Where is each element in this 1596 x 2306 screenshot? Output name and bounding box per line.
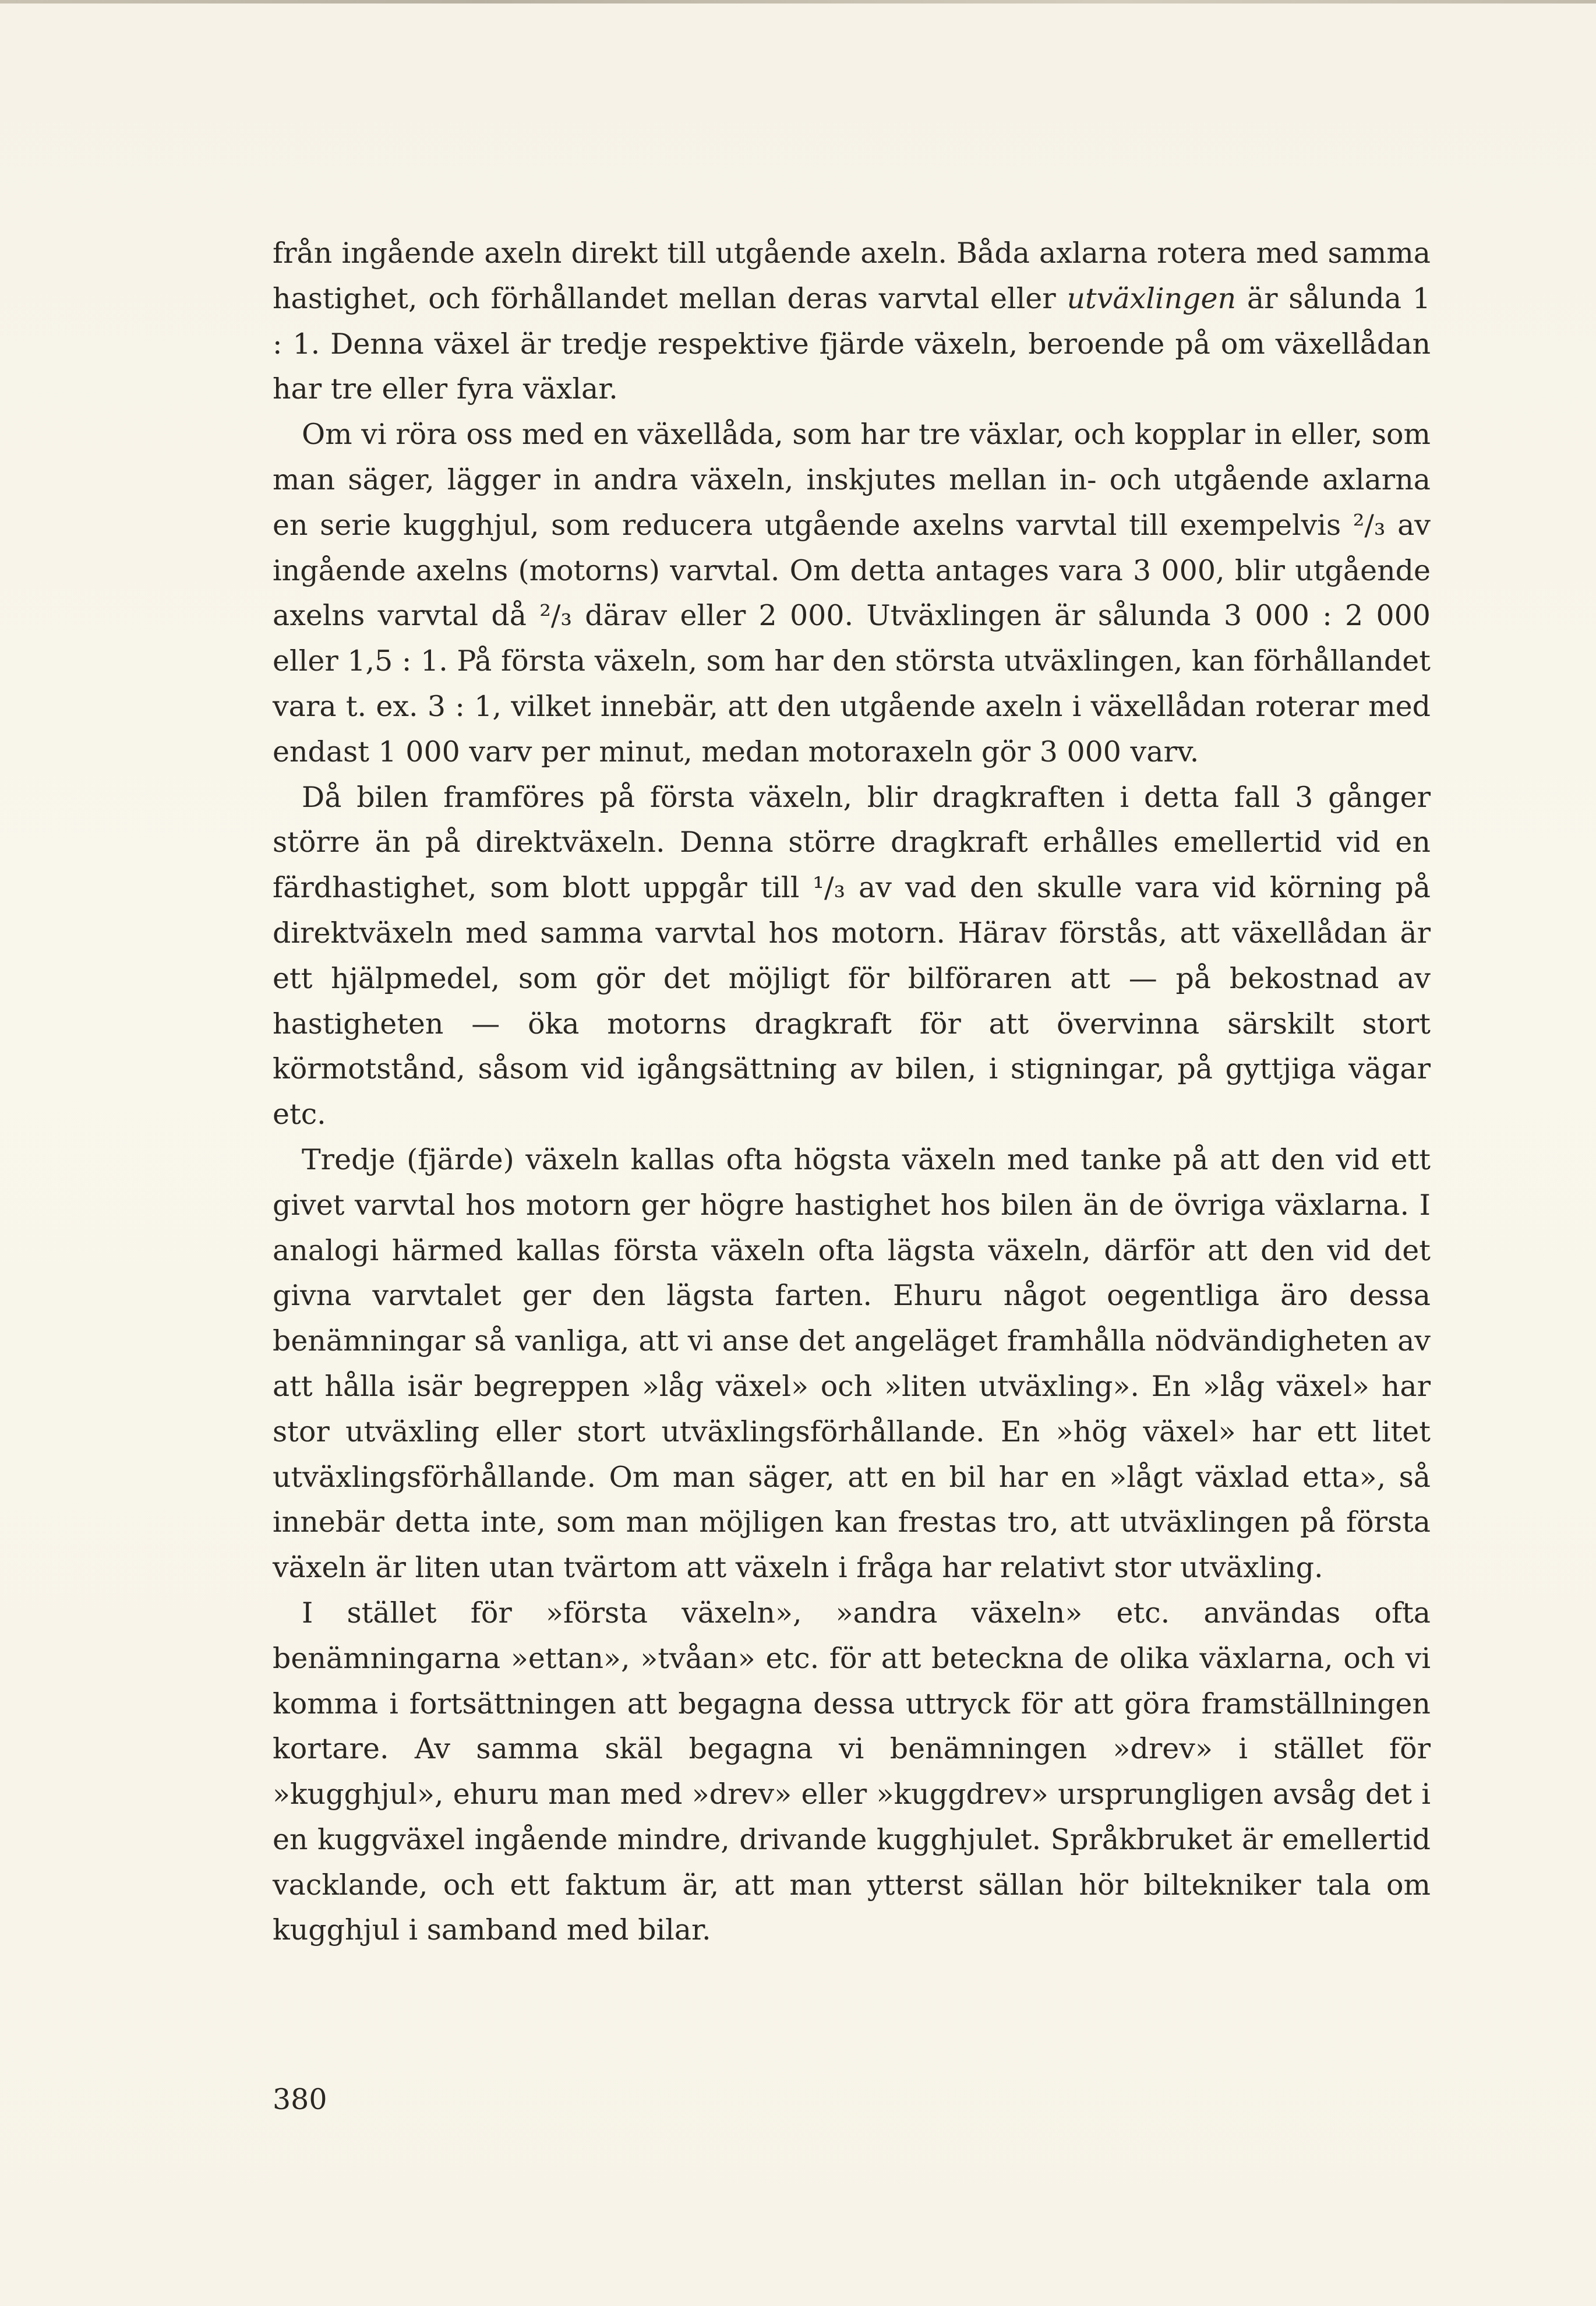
- paragraph-3: [273, 775, 1431, 1137]
- page-top-edge: [0, 0, 1596, 3]
- paragraph-4: [273, 1137, 1431, 1591]
- page-number: 380: [273, 2083, 327, 2116]
- paragraph-1: [273, 231, 1431, 412]
- paragraph-5-text: I stället för »första växeln», »andra växeln» etc. användas ofta benämningarna »ettan», »tvåan» etc. för att beteckna de olika växlarna, och vi komma i fortsättningen att begagna dessa uttryck för att göra framställningen kortare. Av samma skäl begagna vi benämningen »drev» i stället för »kugghjul», ehuru man med »drev» eller »kuggdrev» ursprungligen avsåg det i en kuggväxel ingående mindre, drivande kugghjulet. Språkbruket är emellertid vacklande, och ett faktum är, att man ytterst sällan hör biltekniker tala om kugghjul i samband med bilar.: [273, 1596, 1431, 1947]
- paragraph-3-text: Då bilen framföres på första växeln, blir dragkraften i detta fall 3 gånger större än på direktväxeln. Denna större dragkraft erhålles emellertid vid en färdhastighet, som blott uppgår till ¹/₃ av vad den skulle vara vid körning på direktväxeln med samma varvtal hos motorn. Härav förstås, att växellådan är ett hjälpmedel, som gör det möjligt för bilföraren att — på bekostnad av hastigheten — öka motorns dragkraft för att övervinna särskilt stort körmotstånd, såsom vid igångsättning av bilen, i stigningar, på gyttjiga vägar etc.: [273, 780, 1431, 1131]
- paragraph-5: [273, 1591, 1431, 1953]
- paragraph-2: [273, 412, 1431, 774]
- body-text: [273, 231, 1431, 1953]
- paragraph-2-text: Om vi röra oss med en växellåda, som har tre växlar, och kopplar in eller, som man säger, lägger in andra växeln, inskjutes mellan in- och utgående axlarna en serie kugghjul, som reducera utgående axelns varvtal till exempelvis ²/₃ av ingående axelns (motorns) varvtal. Om detta antages vara 3 000, blir utgående axelns varvtal då ²/₃ därav eller 2 000. Utväxlingen är sålunda 3 000 : 2 000 eller 1,5 : 1. På första växeln, som har den största utväxlingen, kan förhållandet vara t. ex. 3 : 1, vilket innebär, att den utgående axeln i växellådan roterar med endast 1 000 varv per minut, medan motoraxeln gör 3 000 varv.: [273, 418, 1431, 768]
- paragraph-4-text: Tredje (fjärde) växeln kallas ofta högsta växeln med tanke på att den vid ett givet varvtal hos motorn ger högre hastighet hos bilen än de övriga växlarna. I analogi härmed kallas första växeln ofta lägsta växeln, därför att den vid det givna varvtalet ger den lägsta farten. Ehuru något oegentliga äro dessa benämningar så vanliga, att vi anse det angeläget framhålla nödvändigheten av att hålla isär begreppen »låg växel» och »liten utväxling». En »låg växel» har stor utväxling eller stort utväxlingsförhållande. En »hög växel» har ett litet utväxlingsförhållande. Om man säger, att en bil har en »lågt växlad etta», så innebär detta inte, som man möjligen kan frestas tro, att utväxlingen på första växeln är liten utan tvärtom att växeln i fråga har relativt stor utväxling.: [273, 1143, 1431, 1585]
- paragraph-1-part-1: från ingående axeln direkt till utgående axeln. Båda axlarna rotera med samma hastighet, och förhållandet mellan deras varvtal eller: [273, 237, 1431, 315]
- paragraph-1-part-3: är sålunda 1 : 1. Denna växel är tredje respektive fjärde växeln, beroende på om växellådan har tre eller fyra växlar.: [273, 281, 1431, 406]
- paragraph-1-italic-term: utväxlingen: [1067, 281, 1237, 315]
